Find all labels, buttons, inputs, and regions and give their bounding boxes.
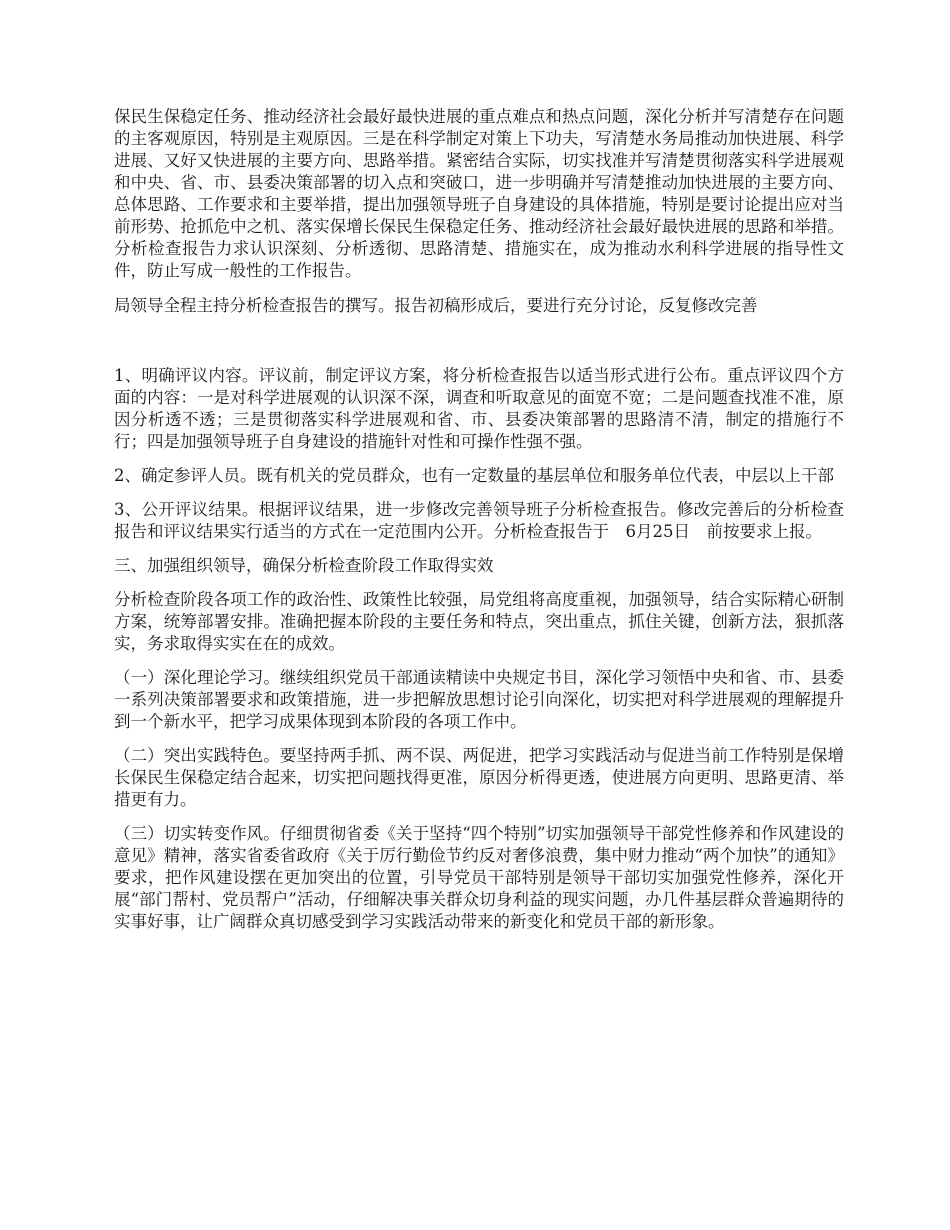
paragraph-leadership-drafting: 局领导全程主持分析检查报告的撰写。报告初稿形成后，要进行充分讨论，反复修改完善 xyxy=(114,296,758,315)
paragraph-publish-results: 3、公开评议结果。根据评议结果，进一步修改完善领导班子分析检查报告。修改完善后的分析检查报告和评议结果实行适当的方式在一定范围内公开。分析检查报告于 6月25日 前按要求上报。 xyxy=(114,500,844,541)
paragraph-theory-study: （一）深化理论学习。继续组织党员干部通读精读中央规定书目，深化学习领悟中央和省、市、县委一系列决策部署要求和政策措施，进一步把解放思想讨论引向深化，切实把对科学进展观的理解提升到一个新水平，把学习成果体现到本阶段的各项工作中。 xyxy=(114,668,844,731)
paragraph-analysis-report: 保民生保稳定任务、推动经济社会最好最快进展的重点难点和热点问题，深化分析并写清楚存在问题的主客观原因，特别是主观原因。三是在科学制定对策上下功夫，写清楚水务局推动加快进展、科学进展、又好又快进展的主要方向、思路举措。紧密结合实际，切实找准并写清楚贯彻落实科学进展观和中央、省、市、县委决策部署的切入点和突破口，进一步明确并写清楚推动加快进展的主要方向、总体思路、工作要求和主要举措，提出加强领导班子自身建设的具体措施，特别是要讨论提出应对当前形势、抢抓危中之机、落实保增长保民生保稳定任务、推动经济社会最好最快进展的思路和举措。分析检查报告力求认识深刻、分析透彻、思路清楚、措施实在，成为推动水利科学进展的指导性文件，防止写成一般性的工作报告。 xyxy=(114,107,844,280)
paragraph-work-style: （三）切实转变作风。仔细贯彻省委《关于坚持“四个特别”切实加强领导干部党性修养和作风建设的意见》精神，落实省委省政府《关于厉行勤俭节约反对奢侈浪费，集中财力推动“两个加快”的通知》要求，把作风建设摆在更加突出的位置，引导党员干部特别是领导干部切实加强党性修养，深化开展“部门帮村、党员帮户”活动，仔细解决事关群众切身利益的现实问题，办几件基层群众普遍期待的实事好事，让广阔群众真切感受到学习实践活动带来的新变化和党员干部的新形象。 xyxy=(114,824,844,931)
paragraph-stage-overview: 分析检查阶段各项工作的政治性、政策性比较强，局党组将高度重视，加强领导，结合实际精心研制方案，统筹部署安排。准确把握本阶段的主要任务和特点，突出重点，抓住关键，创新方法，狠抓落实，务求取得实实在在的成效。 xyxy=(114,590,844,653)
paragraph-evaluation-content: 1、明确评议内容。评议前，制定评议方案，将分析检查报告以适当形式进行公布。重点评议四个方面的内容：一是对科学进展观的认识深不深，调查和听取意见的面宽不宽；二是问题查找准不准，原因分析透不透；三是贯彻落实科学进展观和省、市、县委决策部署的思路清不清，制定的措施行不行；四是加强领导班子自身建设的措施针对性和可操作性强不强。 xyxy=(114,366,844,451)
document-page xyxy=(114,106,844,933)
paragraph-practice-feature: （二）突出实践特色。要坚持两手抓、两不误、两促进，把学习实践活动与促进当前工作特别是保增长保民生保稳定结合起来，切实把问题找得更准，原因分析得更透，使进展方向更明、思路更清、举措更有力。 xyxy=(114,746,844,809)
paragraph-evaluation-participants: 2、确定参评人员。既有机关的党员群众，也有一定数量的基层单位和服务单位代表，中层以上干部 xyxy=(114,466,834,485)
section-heading-three: 三、加强组织领导，确保分析检查阶段工作取得实效 xyxy=(114,556,494,575)
